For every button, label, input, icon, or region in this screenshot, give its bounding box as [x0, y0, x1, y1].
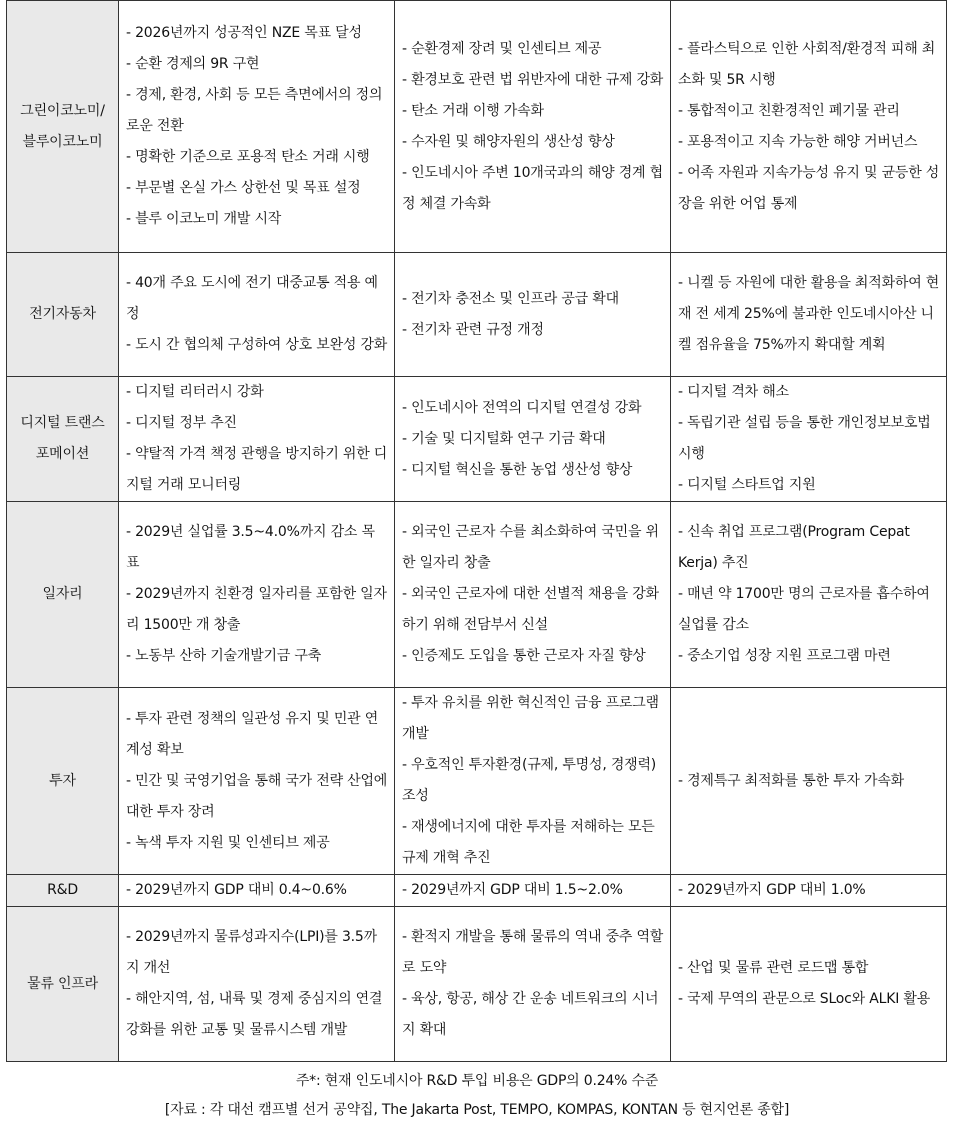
policy-cell-col1 — [119, 1, 395, 253]
table-row — [7, 688, 947, 875]
policy-item: - 도시 간 협의체 구성하여 상호 보완성 강화 — [126, 337, 388, 353]
policy-cell-col2 — [395, 907, 671, 1062]
policy-item: - 재생에너지에 대한 투자를 저해하는 모든 규제 개혁 추진 — [402, 819, 655, 866]
category-label: 포메이션 — [35, 446, 90, 462]
category-label: 전기자동차 — [29, 306, 96, 322]
policy-item: - 투자 유치를 위한 혁신적인 금융 프로그램 개발 — [402, 695, 659, 742]
policy-item: - 통합적이고 친환경적인 폐기물 관리 — [678, 102, 900, 119]
policy-cell-col2 — [395, 253, 671, 377]
category-cell — [7, 907, 119, 1062]
policy-item: - 외국인 근로자에 대한 선별적 채용을 강화하기 위해 전담부서 신설 — [402, 586, 659, 633]
category-label: 디지털 트랜스 — [20, 415, 105, 431]
table-row — [7, 253, 947, 377]
table-row — [7, 875, 947, 907]
category-cell — [7, 253, 119, 377]
policy-cell-col2 — [395, 377, 671, 502]
policy-item: - 산업 및 물류 관련 로드맵 통합 — [678, 960, 869, 976]
policy-item: - 투자 관련 정책의 일관성 유지 및 민관 연계성 확보 — [126, 710, 379, 758]
policy-cell-col2 — [395, 875, 671, 907]
policy-item: - 매년 약 1700만 명의 근로자를 흡수하여 실업률 감소 — [678, 586, 930, 633]
policy-cell-col1 — [119, 502, 395, 688]
policy-item: - 국제 무역의 관문으로 SLoc와 ALKI 활용 — [678, 991, 931, 1007]
policy-item: - 수자원 및 해양자원의 생산성 향상 — [402, 133, 615, 150]
policy-cell-col1 — [119, 688, 395, 875]
policy-item: - 중소기업 성장 지원 프로그램 마련 — [678, 648, 891, 664]
policy-item: - 2029년까지 GDP 대비 1.5~2.0% — [402, 882, 623, 898]
policy-item: - 전기차 관련 규정 개정 — [402, 321, 544, 338]
policy-item: - 인도네시아 전역의 디지털 연결성 강화 — [402, 399, 642, 416]
category-cell — [7, 1, 119, 253]
policy-item: - 디지털 스타트업 지원 — [678, 477, 816, 493]
category-cell — [7, 875, 119, 907]
category-cell — [7, 377, 119, 502]
policy-cell-col2 — [395, 502, 671, 688]
policy-cell-col1 — [119, 253, 395, 377]
policy-cell-col1 — [119, 875, 395, 907]
category-cell — [7, 502, 119, 688]
table-row — [7, 502, 947, 688]
table-row — [7, 377, 947, 502]
policy-cell-col1 — [119, 377, 395, 502]
policy-item: - 40개 주요 도시에 전기 대중교통 적용 예정 — [126, 275, 378, 322]
policy-item: - 디지털 리터러시 강화 — [126, 384, 264, 400]
category-label: 그린이코노미/ — [20, 102, 105, 119]
policy-item: - 환경보호 관련 법 위반자에 대한 규제 강화 — [402, 71, 664, 88]
policy-item: - 순환 경제의 9R 구현 — [126, 56, 260, 72]
policy-cell-col3 — [671, 502, 947, 688]
policy-item: - 탄소 거래 이행 가속화 — [402, 102, 544, 119]
category-cell — [7, 688, 119, 875]
policy-cell-col3 — [671, 875, 947, 907]
policy-item: - 2029년까지 물류성과지수(LPI)를 3.5까지 개선 — [126, 929, 377, 976]
policy-item: - 플라스틱으로 인한 사회적/환경적 피해 최소화 및 5R 시행 — [678, 40, 936, 88]
policy-cell-col3 — [671, 377, 947, 502]
category-label: 블루이코노미 — [22, 133, 103, 150]
policy-cell-col3 — [671, 907, 947, 1062]
policy-item: - 명확한 기준으로 포용적 탄소 거래 시행 — [126, 149, 370, 165]
policy-item: - 디지털 정부 추진 — [126, 415, 237, 431]
table-footnote: 주*: 현재 인도네시아 R&D 투입 비용은 GDP의 0.24% 수준 — [295, 1073, 659, 1089]
table-source: [자료 : 각 대선 캠프별 선거 공약집, The Jakarta Post, TEMPO, KOMPAS, KONTAN 등 현지언론 종합] — [164, 1102, 790, 1118]
policy-item: - 2029년 실업률 3.5~4.0%까지 감소 목표 — [126, 524, 375, 571]
policy-item: - 신속 취업 프로그램(Program Cepat Kerja) 추진 — [678, 524, 910, 571]
policy-item: - 인도네시아 주변 10개국과의 해양 경계 협정 체결 가속화 — [402, 164, 663, 212]
policy-item: - 우호적인 투자환경(규제, 투명성, 경쟁력) 조성 — [402, 757, 657, 804]
policy-cell-col2 — [395, 688, 671, 875]
policy-item: - 환적지 개발을 통해 물류의 역내 중추 역할로 도약 — [402, 929, 664, 976]
policy-item: - 어족 자원과 지속가능성 유지 및 균등한 성장을 위한 어업 통제 — [678, 164, 940, 212]
policy-item: - 독립기관 설립 등을 통한 개인정보보호법 시행 — [678, 415, 931, 462]
policy-item: - 전기차 충전소 및 인프라 공급 확대 — [402, 290, 619, 307]
policy-item: - 블루 이코노미 개발 시작 — [126, 211, 282, 227]
policy-item: - 기술 및 디지털화 연구 기금 확대 — [402, 430, 606, 447]
policy-item: - 약탈적 가격 책정 관행을 방지하기 위한 디지털 거래 모니터링 — [126, 446, 388, 493]
policy-item: - 2029년까지 GDP 대비 1.0% — [678, 882, 866, 898]
policy-cell-col2 — [395, 1, 671, 253]
table-row — [7, 907, 947, 1062]
policy-item: - 외국인 근로자 수를 최소화하여 국민을 위한 일자리 창출 — [402, 524, 659, 571]
category-label: 일자리 — [42, 586, 83, 602]
policy-item: - 디지털 혁신을 통한 농업 생산성 향상 — [402, 461, 633, 478]
policy-item: - 2026년까지 성공적인 NZE 목표 달성 — [126, 25, 362, 41]
policy-item: - 2029년까지 친환경 일자리를 포함한 일자리 1500만 개 창출 — [126, 586, 387, 633]
policy-item: - 경제특구 최적화를 통한 투자 가속화 — [678, 772, 904, 789]
policy-item: - 해안지역, 섬, 내륙 및 경제 중심지의 연결 강화를 위한 교통 및 물류시스템 개발 — [126, 991, 383, 1038]
category-label: R&D — [47, 882, 78, 898]
policy-item: - 노동부 산하 기술개발기금 구축 — [126, 648, 322, 664]
policy-item: - 포용적이고 지속 가능한 해양 거버넌스 — [678, 133, 918, 150]
policy-cell-col1 — [119, 907, 395, 1062]
category-label: 투자 — [49, 772, 76, 789]
policy-item: - 니켈 등 자원에 대한 활용을 최적화하여 현재 전 세계 25%에 불과한 인도네시아산 니켈 점유율을 75%까지 확대할 계획 — [678, 275, 940, 353]
policy-item: - 경제, 환경, 사회 등 모든 측면에서의 정의로운 전환 — [126, 87, 383, 134]
policy-item: - 디지털 격차 해소 — [678, 384, 789, 400]
policy-item: - 순환경제 장려 및 인센티브 제공 — [402, 40, 602, 57]
table-row — [7, 1, 947, 253]
category-label: 물류 인프라 — [27, 975, 98, 992]
policy-cell-col3 — [671, 688, 947, 875]
policy-item: - 육상, 항공, 해상 간 운송 네트워크의 시너지 확대 — [402, 991, 659, 1038]
policy-cell-col3 — [671, 1, 947, 253]
policy-table — [6, 0, 947, 1062]
policy-item: - 민간 및 국영기업을 통해 국가 전략 산업에 대한 투자 장려 — [126, 772, 388, 820]
policy-cell-col3 — [671, 253, 947, 377]
policy-item: - 부문별 온실 가스 상한선 및 목표 설정 — [126, 180, 361, 196]
policy-item: - 2029년까지 GDP 대비 0.4~0.6% — [126, 882, 347, 898]
policy-item: - 인증제도 도입을 통한 근로자 자질 향상 — [402, 648, 646, 664]
policy-item: - 녹색 투자 지원 및 인센티브 제공 — [126, 834, 330, 851]
